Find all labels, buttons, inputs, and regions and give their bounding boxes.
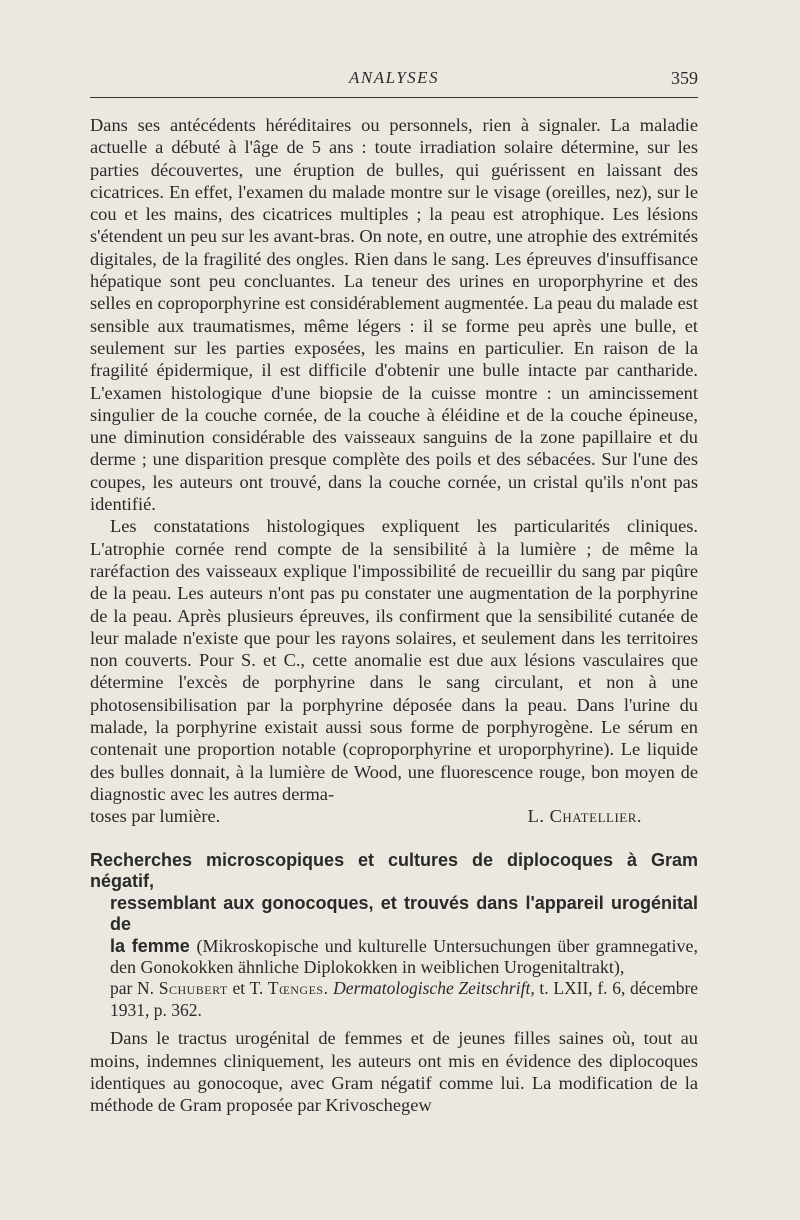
page-header [90, 62, 698, 96]
paragraph-case-description: Dans ses antécédents héréditaires ou personnels, rien à signaler. La maladie actuelle a débuté à l'âge de 5 ans : toute irradiation solaire détermine, sur les parties découvertes, une éruption de bulles, qui guérissent en laissant des cicatrices. En effet, l'examen du malade montre sur le visage (oreilles, nez), sur le cou et les mains, des cicatrices multiples ; la peau est atrophique. Les lésions s'étendent un peu sur les avant-bras. On note, en outre, une atrophie des extrémités digitales, de la fragilité des ongles. Rien dans le sang. Les épreuves d'insuffisance hépatique sont peu concluantes. La teneur des urines en uroporphyrine et des selles en coproporphyrine est considérablement augmentée. La peau du malade est sensible aux traumatismes, même légers : il se forme peu après une bulle, et seulement sur les parties exposées, les mains en particulier. En raison de la fragilité épidermique, il est difficile d'obtenir une bulle intacte par cantharide. L'examen histologique d'une biopsie de la cuisse montre : un amincissement singulier de la couche cornée, de la couche à éléidine et de la couche épineuse, une diminution considérable des vaisseaux sanguins de la zone papillaire et du derme ; une disparition presque complète des poils et des sébacées. Sur l'une des coupes, les auteurs ont trouvé, dans la couche cornée, un cristal qu'ils n'ont pas identifié. [90, 115, 698, 515]
article-body [90, 1027, 698, 1116]
article-paragraph: Dans le tractus urogénital de femmes et de jeunes filles saines où, tout au moins, indemnes cliniquement, les auteurs ont mis en évidence des diplocoques identiques au gonocoque, avec Gram négatif comme lui. La modification de la méthode de Gram proposée par Krivoschegew [90, 1028, 698, 1116]
citation-details: t. LXII, f. 6, décembre 1931, p. 362. [110, 978, 699, 1020]
author-2: Tœnges. [267, 978, 329, 999]
article-entry [90, 850, 698, 1116]
article-title-line-1: Recherches microscopiques et cultures de diplocoques à Gram négatif, [90, 850, 698, 892]
german-title: (Mikroskopische und kulturelle Untersuchungen über gramnegative, den Gonokokken ähnliche Diplokokken in weiblichen Urogenitaltrakt), [110, 935, 698, 978]
paragraph-last-line: toses par lumière. [90, 806, 221, 827]
article-title-line-3: la femme [110, 935, 190, 956]
reviewer-signature: L. Chatellier. [527, 806, 642, 827]
article-reference [90, 978, 698, 1021]
author-separator: et T. [232, 978, 264, 999]
article-title-line-3-wrap [90, 936, 698, 979]
authors-prefix: par N. [110, 978, 155, 999]
signature-line [90, 805, 698, 827]
header-rule [90, 97, 698, 98]
review-text [90, 114, 698, 828]
author-1: Schubert [158, 978, 228, 999]
paragraph-histology: Les constatations histologiques expliquent les particularités cliniques. L'atrophie cornée rend compte de la sensibilité à la lumière ; de même la raréfaction des vaisseaux explique l'impossibilité de recueillir du sang par piqûre de la peau. Les auteurs n'ont pas pu constater une augmentation de la porphyrine de la peau. Après plusieurs épreuves, ils confirment que la sensibilité cutanée de leur malade n'existe que pour les rayons solaires, et seulement dans les territoires non couverts. Pour S. et C., cette anomalie est due aux lésions vasculaires que détermine l'excès de porphyrine dans le sang circulant, et non à une photosensibilisation par la porphyrine déposée dans la peau. Dans l'urine du malade, la porphyrine existait aussi sous forme de porphyrogène. Le sérum en contenait une proportion notable (coproporphyrine et uroporphyrine). Le liquide des bulles donnait, à la lumière de Wood, une fluorescence rouge, bon moyen de diagnostic avec les autres derma- [90, 516, 698, 804]
article-title-line-2: ressemblant aux gonocoques, et trouvés dans l'appareil urogénital de [110, 892, 698, 935]
page-number: 359 [671, 68, 698, 88]
running-title: ANALYSES [348, 68, 440, 87]
journal-name: Dermatologische Zeitschrift, [333, 978, 535, 999]
article-title [90, 850, 698, 978]
